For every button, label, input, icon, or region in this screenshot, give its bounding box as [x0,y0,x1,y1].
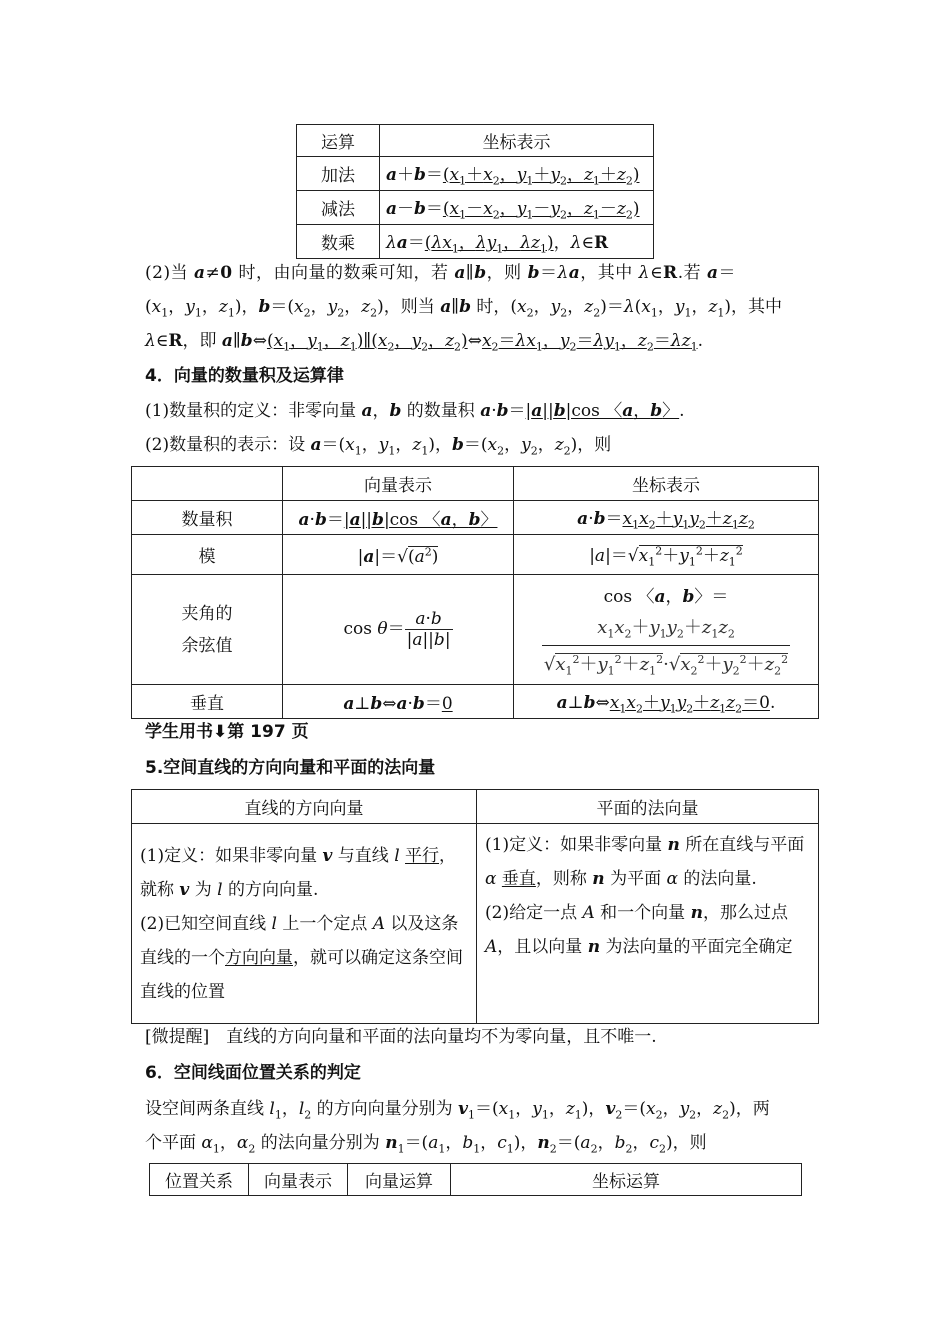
s6-header-vec: 向量表示 [249,1164,348,1196]
t2-coord-dot: $a\cdot b=x_1x_2+y_1y_2+z_1z_2$ [514,501,819,535]
t2-label-norm: 模 [132,535,283,575]
formula-add: $a+b=(x_1+x_2$，$y_1+y_2$，$z_1+z_2$) [380,157,654,191]
dot-product-table [131,466,819,719]
book-reference: 学生用书⬇第 197 页 [145,722,309,742]
s5-right-p1: (1)定义：如果非零向量 n 所在直线与平面 α 垂直，则称 n 为平面 α 的法向量. [485,835,805,889]
s5-right-p2: (2)给定一点 A 和一个向量 n，那么过点 A，且以向量 n 为法向量的平面完全确定 [485,903,793,957]
operation-table [296,124,654,259]
t2-vec-perp: a⊥b⇔a·b＝0 [283,685,514,719]
para2-line2: ($x_1$，$y_1$，$z_1$)，$b=(x_2$，$y_2$，$z_2$)，则当 a∥b 时，($x_2$，$y_2$，$z_2)=\lambda(x_1$，$y_1$，$z_1$)，其中 [145,297,783,320]
t2-label-cos: 夹角的 余弦值 [132,575,283,685]
formula-mul: $\lambda a=(\lambda x_1$，$\lambda y_1$，$\lambda z_1$)，λ∈R [380,225,654,259]
section4-repr: (2)数量积的表示：设 $a=(x_1$，$y_1$，$z_1$)，$b=(x_2$，$y_2$，$z_2$)，则 [145,435,612,458]
s5-right-cell [477,824,819,1024]
s5-header-right: 平面的法向量 [477,790,819,824]
t2-vec-dot: a·b＝|a||b|cos 〈a，b〉 [283,501,514,535]
t2-vec-cos: cos θ＝ $\frac{a\cdot b}{|a||b|}$ [283,575,514,685]
s6-header-relation: 位置关系 [150,1164,249,1196]
section4-def: (1)数量积的定义：非零向量 a，b 的数量积 a·b＝|a||b|cos 〈a，b〉. [145,401,685,421]
section6-line1: 设空间两条直线 $l_1$，$l_2$ 的方向向量分别为 $v_1=(x_1$，$y_1$，$z_1$)，$v_2=(x_2$，$y_2$，$z_2$)，两 [145,1099,770,1122]
section5-heading: 5.空间直线的方向向量和平面的法向量 [145,758,436,778]
section6-heading: 6．空间线面位置关系的判定 [145,1063,361,1083]
s6-header-op: 向量运算 [348,1164,451,1196]
s5-left-p1: (1)定义：如果非零向量 v 与直线 l 平行，就称 v 为 l 的方向向量. [140,845,457,900]
direction-normal-table [131,789,819,1024]
t2-coord-perp: $a\perp b\Leftrightarrow x_1x_2+y_1y_2+z_1z_2=0$. [514,685,819,719]
t2-corner [132,467,283,501]
s5-left-p2: (2)已知空间直线 l 上一个定点 A 以及这条直线的一个方向向量，就可以确定这条空间直线的位置 [140,913,463,1002]
s6-header-coord: 坐标运算 [451,1164,802,1196]
s5-left-cell [132,824,477,1024]
t2-coord-norm: $|a|=√x_1^2+y_1^2+z_1^2$ [514,535,819,575]
para2-line3: λ∈R，即 $a\parallel b\Leftrightarrow(x_1$，$y_1$，$z_1)\parallel(x_2$，$y_2$，$z_2)\Leftrightarrow x_2=\lambda x_1$，$y_2=\lambda y_1$，$z_2=\lambda z_1$. [145,331,704,354]
t2-header-vec: 向量表示 [283,467,514,501]
t2-coord-cos: cos 〈a，b〉＝ $\frac{x_1x_2+y_1y_2+z_1z_2}{√x_1^2+y_1^2+z_1^2\cdot√x_2^2+y_2^2+z_2^2}$ [514,575,819,685]
coord-header: 坐标表示 [380,125,654,157]
formula-sub: $a-b=(x_1-x_2$，$y_1-y_2$，$z_1-z_2$) [380,191,654,225]
t2-label-perp: 垂直 [132,685,283,719]
section6-line2: 个平面 $\alpha_1$，$\alpha_2$ 的法向量分别为 $n_1=(a_1$，$b_1$，$c_1$)，$n_2=(a_2$，$b_2$，$c_2$)，则 [145,1133,707,1156]
op-header: 运算 [297,125,380,157]
op-sub: 减法 [297,191,380,225]
arrow-down-icon: ⬇ [213,722,228,742]
s5-header-left: 直线的方向向量 [132,790,477,824]
para2-line1: (2)当 a≠0 时，由向量的数乘可知，若 a∥b，则 b＝λa，其中 λ∈R.若 a＝ [145,263,737,283]
position-relation-table [149,1163,802,1196]
op-mul: 数乘 [297,225,380,259]
section4-heading: 4．向量的数量积及运算律 [145,366,344,386]
t2-header-coord: 坐标表示 [514,467,819,501]
op-add: 加法 [297,157,380,191]
t2-label-dot: 数量积 [132,501,283,535]
t2-vec-norm: $|a|=√(a^2)$ [283,535,514,575]
tip-text: [微提醒] 直线的方向向量和平面的法向量均不为零向量，且不唯一. [145,1027,657,1047]
